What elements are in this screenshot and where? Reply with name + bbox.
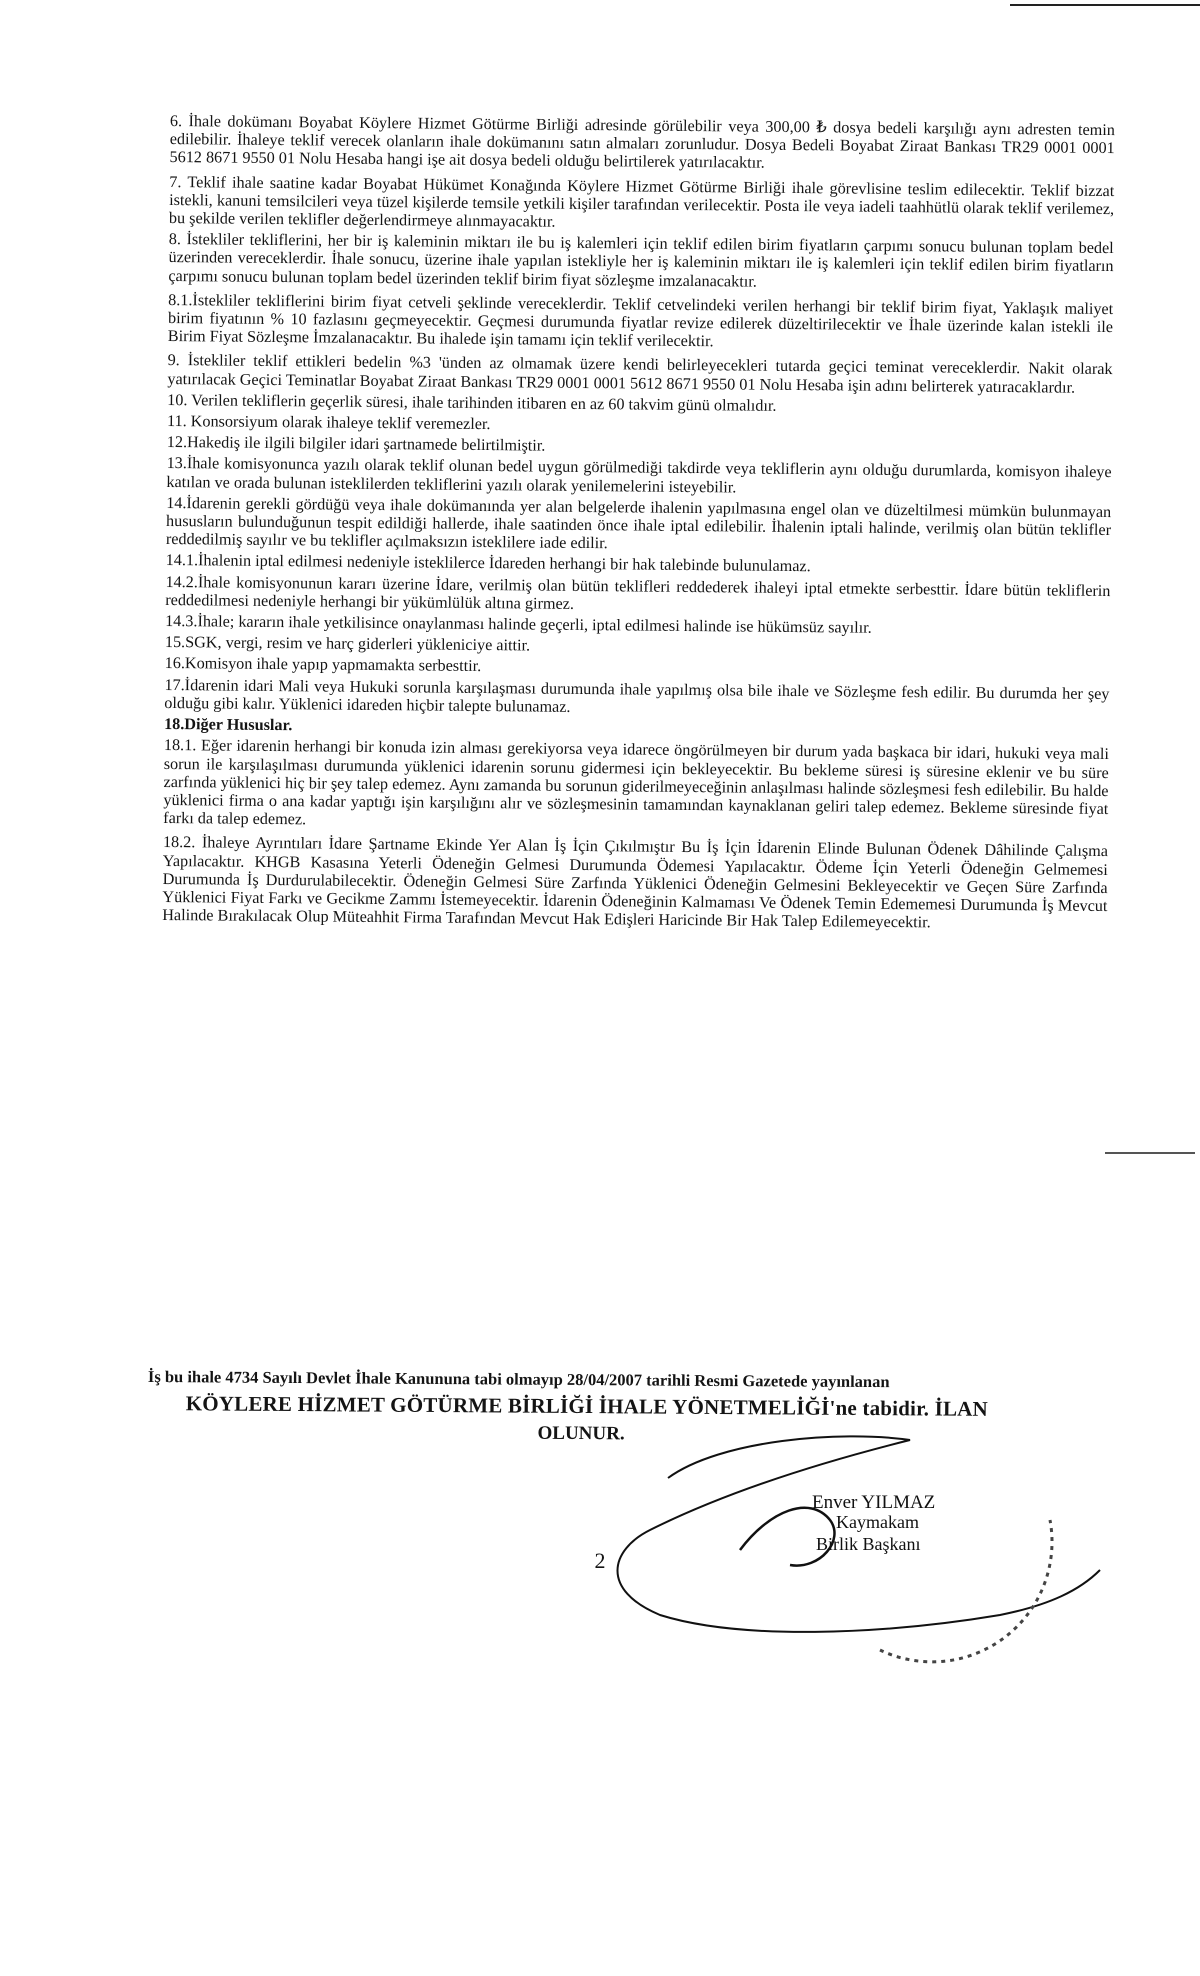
clause-14-3: 14.3.İhale; kararın ihale yetkilisince onaylanması halinde geçerli, iptal edilmesi halinde ise hükümsüz sayılır. xyxy=(165,612,872,637)
signature-title-1: Kaymakam xyxy=(836,1512,919,1532)
page-number: 2 xyxy=(594,1548,606,1573)
clause-11: 11. Konsorsiyum olarak ihaleye teklif veremezler. xyxy=(166,412,491,434)
clause-13: 13.İhale komisyonunca yazılı olarak teklif olunan bedel uygun görülmediği takdirde veya tekliflerin aynı olduğu durumlarda, komisyon ihaleye katılan ve orada bulunan isteklilerden tekliflerini yazılı olarak yenilemelerini isteyebilir. xyxy=(166,454,1112,497)
clause-14-1: 14.1.İhalenin iptal edilmesi nedeniyle isteklilerce İdareden herhangi bir hak talebinde bulunulamaz. xyxy=(165,551,811,576)
clause-7: 7. Teklif ihale saatine kadar Boyabat Hükümet Konağında Köylere Hizmet Götürme Birliği ihale görevlisine teslim edilecektir. Teklif bizzat istekli, kanuni temsilcileri veya tüzel kişilerde temsile yetkili kişiler tarafından verilecektir. Posta ile veya iadeli taahhütlü olarak teklif verilemez, bu şekilde verilen teklifler değerlendirmeye alınmayacaktır. xyxy=(168,172,1115,231)
signature-name: Enver YILMAZ xyxy=(812,1492,936,1513)
tender-conditions-body xyxy=(162,112,1115,936)
clause-10: 10. Verilen tekliflerin geçerlik süresi, ihale tarihinden itibaren en az 60 takvim günü olmalıdır. xyxy=(167,390,777,415)
footer-regulation-line: KÖYLERE HİZMET GÖTÜRME BİRLİĞİ İHALE YÖNETMELİĞİ'ne tabidir. İLAN xyxy=(185,1391,989,1421)
clause-6: 6. İhale dokümanı Boyabat Köylere Hizmet Götürme Birliği adresinde görülebilir veya 300,00 ₺ dosya bedeli karşılığı aynı adresten temin edilebilir. İhaleye teklif verecek olanların ihale dokümanını satın almaları zorunludur. Dosya Bedeli Boyabat Ziraat Bankası TR29 0001 0001 5612 8671 9550 01 Nolu Hesaba hangi işe ait dosya bedeli olduğu belirtilerek yatırılacaktır. xyxy=(169,112,1115,173)
clause-14-2: 14.2.İhale komisyonunun kararı üzerine İdare, verilmiş olan bütün teklifleri reddederek ihaleyi iptal etmekte serbesttir. İdare bütün tekliflerin reddedilmesi nedeniyle herhangi bir yükümlülük altına girmez. xyxy=(165,572,1111,613)
clause-18-heading: 18.Diğer Hususlar. xyxy=(164,715,293,735)
clause-18-2: 18.2. İhaleye Ayrıntıları İdare Şartname Ekinde Yer Alan İş İçin Çıkılmıştır Bu İş İçin İdarenin Elinde Bulunan Ödenek Dâhilinde Çalışma Yapılacaktır. KHGB Kasasına Yeterli Ödeneğin Gelmesi Durumunda Ödemesi Yapılacaktır. Ödeme İçin Yeterli Ödeneğin Gelmemesi Durumunda İş Durdurulabilecektir. Ödeneğin Gelmesi Süre Zarfında Yüklenici Ödeneğin Gelmesini Bekleyecektir ve Geçen Süre Zarfında Yüklenici Fiyat Farkı ve Gecikme Zammı İstemeyecektir. İdarenin Ödeneğinin Kalmaması Ve Ödenek Temin Edememesi Durumunda İş Mevcut Halinde Bırakılacak Olup Müteahhit Firma Tarafından Mevcut Hak Edişleri Haricinde Bir Hak Talep Edilemeyecektir. xyxy=(162,833,1109,932)
clause-18-1: 18.1. Eğer idarenin herhangi bir konuda izin alması gerekiyorsa veya idarece öngörülmeyen bir durum yada başkaca bir idari, hukuki veya mali sorun ile karşılaşılması durumunda yüklenici idarenin sorunu gidermesi için bekleyecektir. Bu bekleme süresi iş süresine eklenir ve bu süre zarfında yüklenici hiç bir şey talep edemez. Aynı zamanda bu sorunun giderilmeyeceğinin anlaşılması halinde sözleşmesi fesh edilebilir. Bu halde yüklenici firma o ana kadar yaptığı işin karşılığını alır ve sözleşmesinin tamamından kaynaklanan geliri talep edemez. Bekleme süresinde fiyat farkı da talep edemez. xyxy=(163,736,1109,829)
scan-edge-line xyxy=(1010,4,1200,6)
clause-14: 14.İdarenin gerekli gördüğü veya ihale dokümanında yer alan belgelerde ihalenin yapılmasına engel olan ve düzeltilmesi mümkün bulunmayan hususların bulunduğunun tespit edildiği hallerde, ihale saatinden önce ihale iptal edilebilir. İhalenin iptali halinde, verilmiş olan bütün teklifler reddedilmiş sayılır ve bu teklifler açılmaksızın isteklilere iade edilir. xyxy=(165,493,1112,553)
clause-9: 9. İstekliler teklif ettikleri bedelin %3 'ünden az olmamak üzere kendi belirleyecekleri tutarda geçici teminat vereceklerdir. Nakit olarak yatırılacak Geçici Teminatlar Boyabat Ziraat Bankası TR29 0001 0001 5612 8671 9550 01 Nolu Hesaba işin adını belirterek yatıracaklardır. xyxy=(167,351,1113,397)
clause-17: 17.İdarenin idari Mali veya Hukuki sorunla karşılaşması durumunda ihale yapılmış olsa bile ihale ve Sözleşme fesh edilir. Bu durumda her şey olduğu gibi kalır. Yüklenici idareden hiçbir talepte bulunamaz. xyxy=(164,675,1110,716)
footer-legal-line: İş bu ihale 4734 Sayılı Devlet İhale Kanununa tabi olmayıp 28/04/2007 tarihli Resmi Gazetede yayınlanan xyxy=(147,1367,890,1392)
footer-closing: OLUNUR. xyxy=(537,1422,625,1445)
clause-16: 16.Komisyon ihale yapıp yapmamakta serbesttir. xyxy=(164,654,482,676)
margin-mark xyxy=(1105,1152,1195,1154)
clause-12: 12.Hakediş ile ilgili bilgiler idari şartnamede belirtilmiştir. xyxy=(166,433,546,455)
clause-8: 8. İstekliler tekliflerini, her bir iş kaleminin miktarı ile bu iş kalemleri için teklif edilen birim fiyatların çarpımı sonucu bulunan toplam bedel üzerinden vereceklerdir. İhale sonucu, üzerine ihale yapılan istekliyle her iş kaleminin miktarı ile iş kalemleri için teklif edilen birim fiyatların çarpımı sonucu bulunan toplam bedel üzerinden teklif birim fiyat sözleşme imzalanacaktır. xyxy=(168,230,1114,291)
clause-15: 15.SGK, vergi, resim ve harç giderleri yükleniciye aittir. xyxy=(164,633,531,655)
signature-title-2: Birlik Başkanı xyxy=(816,1534,921,1554)
clause-8-1: 8.1.İstekliler tekliflerini birim fiyat cetveli şeklinde vereceklerdir. Teklif cetvelindeki verilen herhangi bir teklif birim fiyat, Yaklaşık maliyet birim fiyatının % 10 fazlasını geçmeyecektir. Geçmesi durumunda fiyatlar revize edilerek düzeltirilecektir ve İhale üzerinde kalan istekli ile Birim Fiyat Sözleşme İmzalanacaktır. Bu ihalede işin tamamı için teklif verilecektir. xyxy=(167,290,1114,351)
